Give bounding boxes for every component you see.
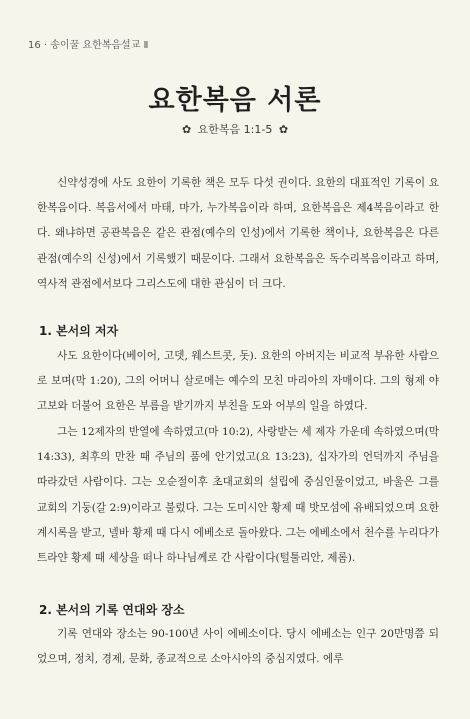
section-heading-author: 1. 본서의 저자	[39, 324, 119, 338]
flower-icon: ✿	[278, 123, 289, 136]
author-paragraph-1: 사도 요한이다(베이어, 고뎃, 웨스트콧, 돗). 요한의 아버지는 비교적 부유한 사람으로 보며(막 1:20), 그의 어머니 살로메는 예수의 모친 마리아의 자매이다. 그의 형제 야고보와 더불어 요한은 부름을 받기까지 부친을 도와 어부의 일을 하였다.	[37, 350, 439, 413]
intro-paragraph: 신약성경에 사도 요한이 기록한 책은 모두 다섯 권이다. 요한의 대표적인 기록이 요한복음이다. 복음서에서 마태, 마가, 누가복음이라 하며, 요한복음은 제4복음이라고 한다. 왜냐하면 공관복음은 같은 관점(예수의 인성)에서 기록한 책이나, 요한복음은 다른 관점(예수의 신성)에서 기록했기 때문이다. 그래서 요한복음은 독수리복음이라고 하며, 역사적 관점에서보다 그리스도에 대한 관심이 더 크다.	[37, 177, 439, 290]
author-paragraph-2: 그는 12제자의 반열에 속하였고(마 10:2), 사랑받는 세 제자 가운데 속하였으며(막 14:33), 최후의 만찬 때 주님의 품에 안기었고(요 13:23), 십자가의 언덕까지 주님을 따라갔던 사람이다. 그는 오순절이후 초대교회의 설립에 중심인물이었고, 바울은 그를 교회의 기둥(갈 2:9)이라고 불렀다. 그는 도미시안 황제 때 밧모섬에 유배되었으며 요한계시록을 받고, 넬바 황제 때 다시 에베소로 돌아왔다. 그는 에베소에서 천수를 누리다가 트라얀 황제 때 세상을 떠나 하나님께로 간 사람이다(털툴리안, 제롬).	[37, 426, 439, 565]
chapter-title: 요한복음 서론	[148, 85, 322, 116]
scripture-reference	[0, 121, 470, 137]
scripture-reference-text: 요한복음 1:1-5	[197, 123, 273, 136]
section-heading-date-place: 2. 본서의 기록 연대와 장소	[39, 603, 185, 617]
flower-icon: ✿	[181, 123, 192, 136]
date-place-paragraph: 기록 연대와 장소는 90-100년 사이 에베소이다. 당시 에베소는 인구 20만명쯤 되었으며, 정치, 경제, 문화, 종교적으로 소아시아의 중심지였다. 에루	[37, 628, 439, 666]
running-header: 16 · 송이꿀 요한복음설교 Ⅱ	[28, 40, 149, 51]
